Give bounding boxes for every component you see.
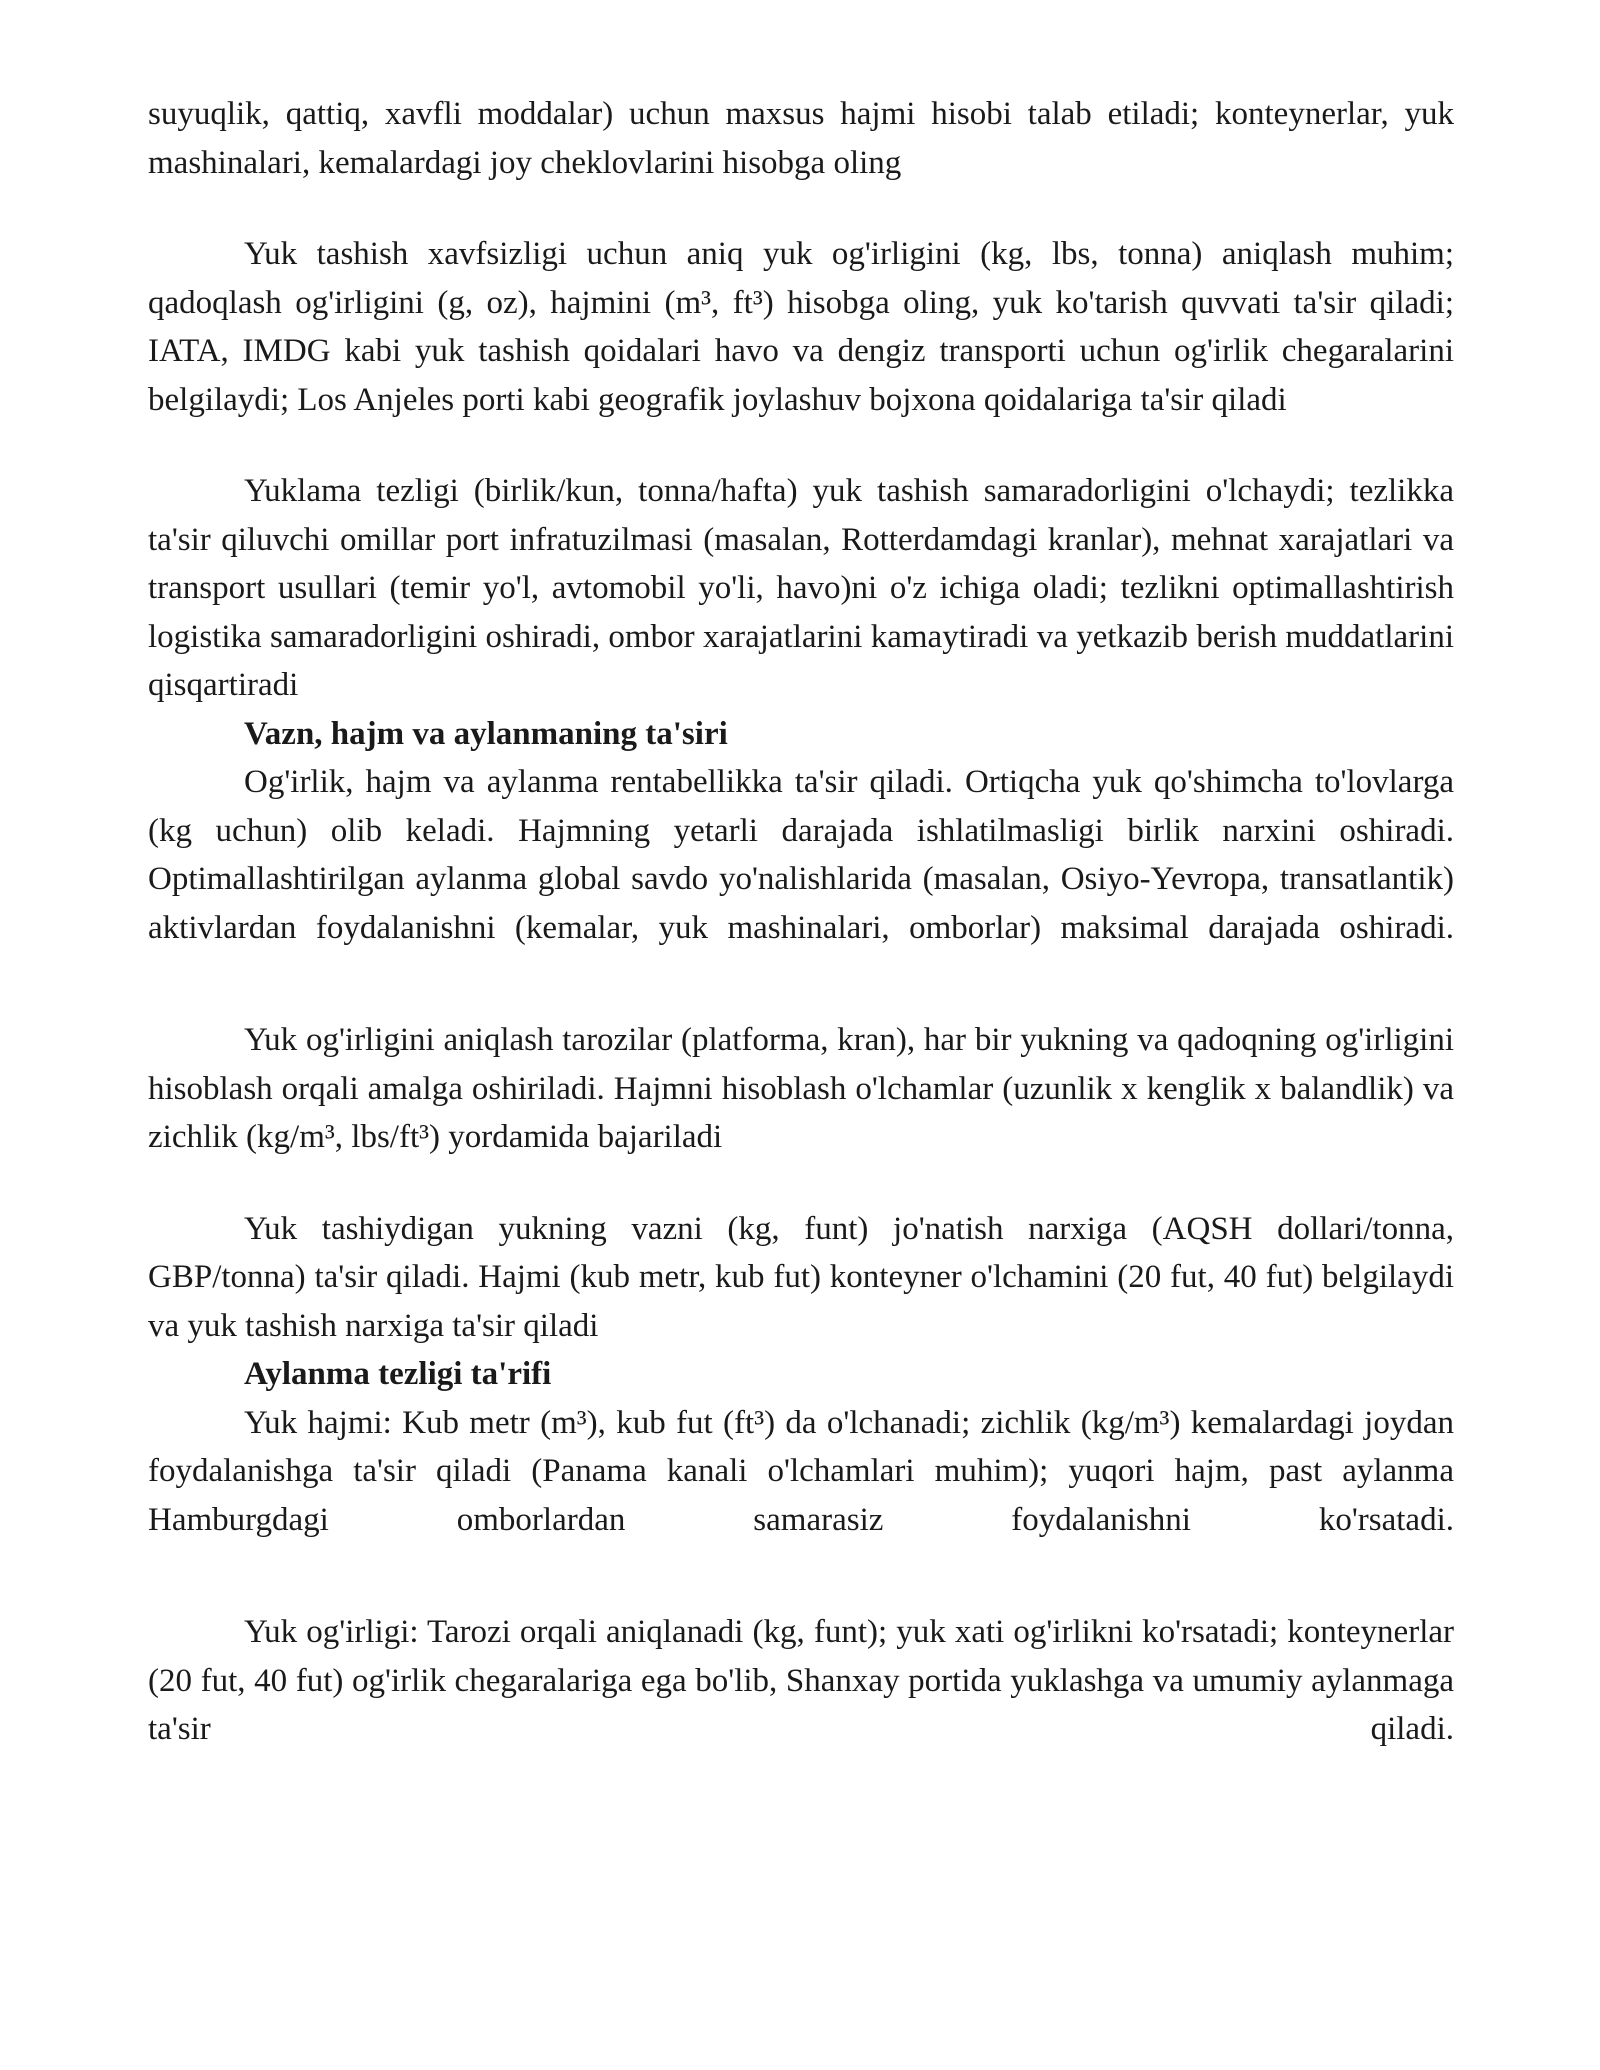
heading-weight-volume-turnover: Vazn, hajm va aylanmaning ta'siri	[244, 715, 728, 752]
paragraph-cargo-volume: Yuk hajmi: Kub metr (m³), kub fut (ft³) da o'lchanadi; zichlik (kg/m³) kemalardagi joydan foydalanishga ta'sir qiladi (Panama kanali o'lchamlari muhim); yuqori hajm, past aylanma Hamburgdagi omborlardan samarasiz foydalanishni ko'rsatadi.	[148, 1404, 1454, 1538]
paragraph-shipping-cost: Yuk tashiydigan yukning vazni (kg, funt) jo'natish narxiga (AQSH dollari/tonna, GBP/tonna) ta'sir qiladi. Hajmi (kub metr, kub fut) konteyner o'lchamini (20 fut, 40 fut) belgilaydi va yuk tashish narxiga ta'sir qiladi	[148, 1210, 1454, 1344]
heading-turnover-rate-definition: Aylanma tezligi ta'rifi	[244, 1356, 552, 1392]
paragraph-profitability: Og'irlik, hajm va aylanma rentabellikka ta'sir qiladi. Ortiqcha yuk qo'shimcha to'lovlarga (kg uchun) olib keladi. Hajmning yetarli darajada ishlatilmasligi birlik narxini oshiradi. Optimallashtirilgan aylanma global savdo yo'nalishlarida (masalan, Osiyo-Yevropa, transatlantik) aktivlardan foydalanishni (kemalar, yuk mashinalari, omborlar) maksimal darajada oshiradi.	[148, 764, 1454, 946]
paragraph-cargo-volume-continued: suyuqlik, qattiq, xavfli moddalar) uchun maxsus hajmi hisobi talab etiladi; konteynerlar, yuk mashinalari, kemalardagi joy cheklovlarini hisobga oling	[148, 96, 1454, 181]
paragraph-cargo-weight: Yuk og'irligi: Tarozi orqali aniqlanadi (kg, funt); yuk xati og'irlikni ko'rsatadi; konteynerlar (20 fut, 40 fut) og'irlik chegaralariga ega bo'lib, Shanxay portida yuklashga va umumiy aylanmaga ta'sir qiladi.	[148, 1614, 1454, 1747]
paragraph-loading-rate: Yuklama tezligi (birlik/kun, tonna/hafta) yuk tashish samaradorligini o'lchaydi; tezlikka ta'sir qiluvchi omillar port infratuzilmasi (masalan, Rotterdamdagi kranlar), mehnat xarajatlari va transport usullari (temir yo'l, avtomobil yo'li, havo)ni o'z ichiga oladi; tezlikni optimallashtirish logistika samaradorligini oshiradi, ombor xarajatlarini kamaytiradi va yetkazib berish muddatlarini qisqartiradi	[148, 473, 1454, 703]
document-page	[148, 90, 1454, 1754]
paragraph-cargo-weight-safety: Yuk tashish xavfsizligi uchun aniq yuk og'irligini (kg, lbs, tonna) aniqlash muhim; qadoqlash og'irligini (g, oz), hajmini (m³, ft³) hisobga oling, yuk ko'tarish quvvati ta'sir qiladi; IATA, IMDG kabi yuk tashish qoidalari havo va dengiz transporti uchun og'irlik chegaralarini belgilaydi; Los Anjeles porti kabi geografik joylashuv bojxona qoidalariga ta'sir qiladi	[148, 236, 1454, 418]
paragraph-weight-determination: Yuk og'irligini aniqlash tarozilar (platforma, kran), har bir yukning va qadoqning og'irligini hisoblash orqali amalga oshiriladi. Hajmni hisoblash o'lchamlar (uzunlik x kenglik x balandlik) va zichlik (kg/m³, lbs/ft³) yordamida bajariladi	[148, 1022, 1454, 1155]
